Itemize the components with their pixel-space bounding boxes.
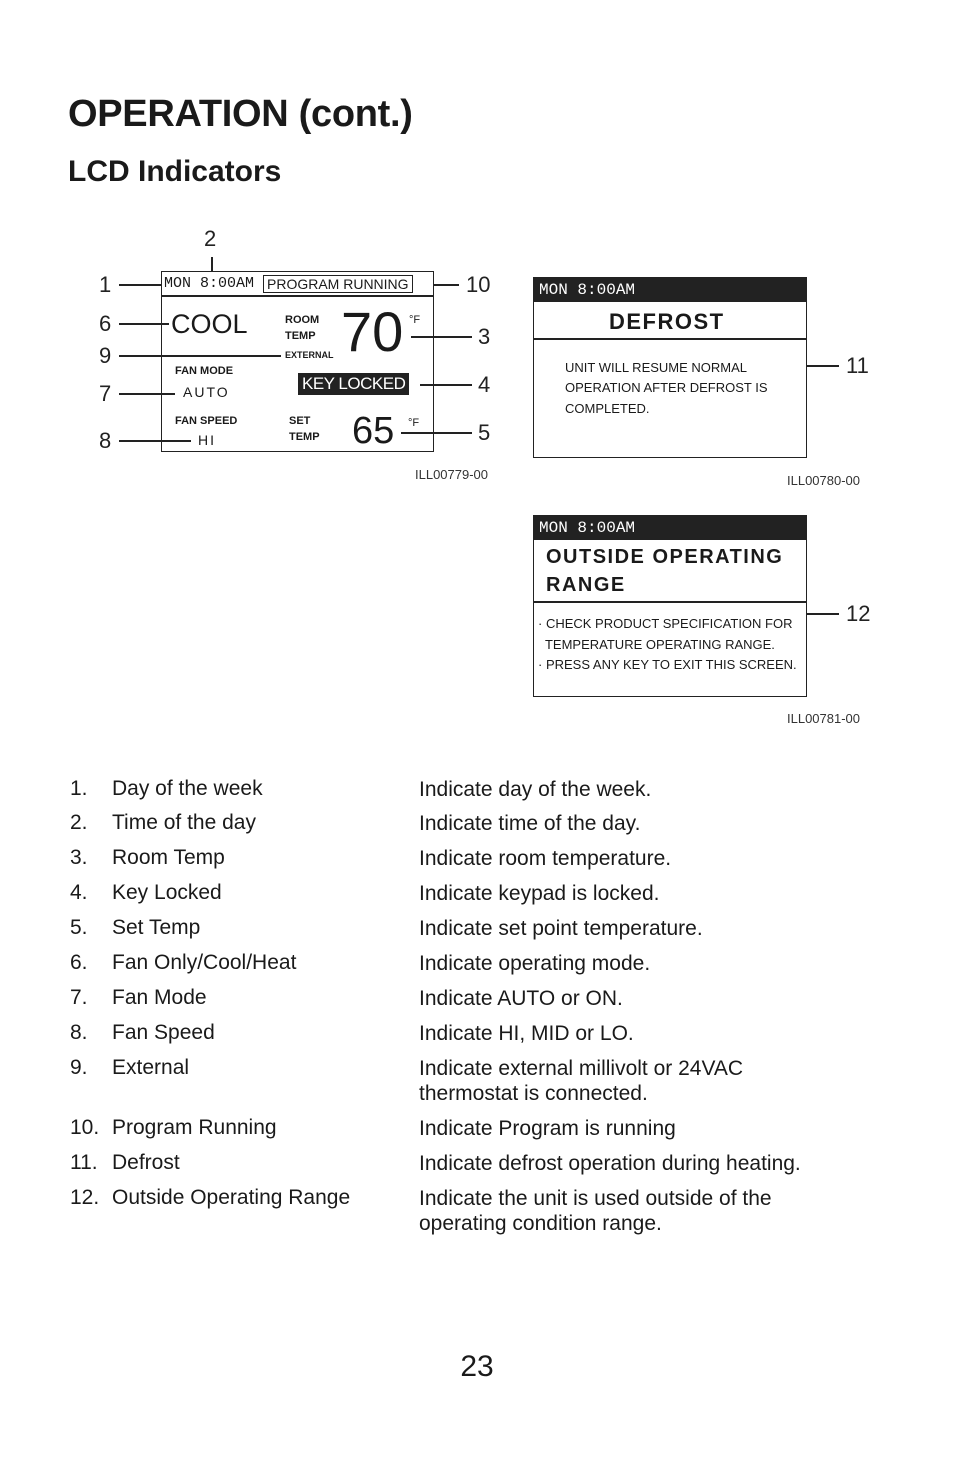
- item-description: Indicate AUTO or ON.: [419, 987, 623, 1010]
- callout-5: 5: [478, 420, 491, 445]
- range-message-line: · CHECK PRODUCT SPECIFICATION FOR: [538, 616, 793, 631]
- callout-4: 4: [478, 372, 491, 397]
- item-name: Fan Mode: [112, 986, 207, 1009]
- item-number: 2.: [70, 811, 88, 834]
- item-number: 9.: [70, 1056, 88, 1079]
- divider: [534, 601, 806, 603]
- item-number: 5.: [70, 916, 88, 939]
- range-message-line: · PRESS ANY KEY TO EXIT THIS SCREEN.: [538, 657, 797, 672]
- temp-label: TEMP: [285, 330, 316, 342]
- callout-6: 6: [99, 311, 112, 336]
- item-number: 8.: [70, 1021, 88, 1044]
- callout-line: [433, 284, 459, 286]
- item-number: 6.: [70, 951, 88, 974]
- callout-9: 9: [99, 343, 112, 368]
- day-time-readout: MON 8:00AM: [164, 275, 255, 292]
- item-description: Indicate keypad is locked.: [419, 882, 660, 905]
- fan-mode-value: AUTO: [183, 384, 230, 400]
- item-name: Set Temp: [112, 916, 201, 939]
- item-description: Indicate operating mode.: [419, 952, 651, 975]
- item-description: Indicate set point temperature.: [419, 917, 703, 940]
- mode-indicator: COOL: [171, 309, 248, 339]
- callout-8: 8: [99, 428, 112, 453]
- room-temp-value: 70: [341, 300, 404, 363]
- callout-line: [411, 336, 472, 338]
- item-description: Indicate defrost operation during heating.: [419, 1152, 801, 1175]
- item-number: 11.: [70, 1151, 98, 1174]
- item-name: Time of the day: [112, 811, 256, 834]
- room-label: ROOM: [285, 314, 320, 326]
- callout-2: 2: [204, 226, 217, 251]
- callout-11: 11: [846, 353, 869, 378]
- room-temp-unit: °F: [409, 314, 421, 326]
- defrost-heading: DEFROST: [609, 309, 725, 334]
- set-temp-unit: °F: [408, 417, 420, 429]
- callout-line: [119, 393, 175, 395]
- range-heading-line: OUTSIDE OPERATING: [546, 546, 784, 568]
- item-description: Indicate day of the week.: [419, 778, 652, 801]
- item-number: 4.: [70, 881, 88, 904]
- divider: [534, 338, 806, 340]
- fan-mode-label: FAN MODE: [175, 365, 234, 377]
- external-indicator: EXTERNAL: [285, 350, 334, 360]
- defrost-message-line: COMPLETED.: [565, 401, 650, 416]
- callout-line: [807, 613, 839, 615]
- illustration-code: ILL00781-00: [787, 711, 861, 726]
- item-description: Indicate external millivolt or 24VAC thermostat is connected.: [419, 1057, 744, 1105]
- defrost-message-line: UNIT WILL RESUME NORMAL: [565, 360, 748, 375]
- page-number: 23: [460, 1350, 494, 1383]
- divider: [162, 295, 433, 297]
- callout-line: [119, 323, 169, 325]
- callout-line: [211, 257, 213, 272]
- set-temp-label: TEMP: [289, 431, 320, 443]
- item-name: External: [112, 1056, 190, 1079]
- lcd-outside-range-display: [533, 515, 807, 697]
- item-name: Program Running: [112, 1116, 277, 1139]
- item-number: 3.: [70, 846, 88, 869]
- callout-line: [119, 355, 281, 357]
- callout-12: 12: [846, 601, 871, 626]
- item-name: Outside Operating Range: [112, 1186, 351, 1209]
- item-description: Indicate the unit is used outside of the operating condition range.: [419, 1187, 772, 1235]
- day-time-readout: MON 8:00AM: [534, 516, 806, 540]
- callout-line: [420, 384, 472, 386]
- item-name: Fan Only/Cool/Heat: [112, 951, 297, 974]
- callout-7: 7: [99, 381, 112, 406]
- item-description: Indicate room temperature.: [419, 847, 672, 870]
- callout-line: [119, 284, 161, 286]
- callout-line: [119, 440, 191, 442]
- item-name: Defrost: [112, 1151, 180, 1174]
- item-number: 10.: [70, 1116, 100, 1139]
- callout-3: 3: [478, 324, 491, 349]
- item-number: 1.: [70, 777, 88, 800]
- day-time-readout: MON 8:00AM: [534, 278, 806, 302]
- program-running-indicator: PROGRAM RUNNING: [263, 275, 413, 293]
- callout-line: [807, 365, 839, 367]
- callout-1: 1: [99, 272, 112, 297]
- item-number: 7.: [70, 986, 88, 1009]
- set-temp-value: 65: [352, 410, 395, 452]
- lcd-defrost-display: [533, 277, 807, 458]
- fan-speed-label: FAN SPEED: [175, 415, 238, 427]
- item-name: Key Locked: [112, 881, 222, 904]
- set-label: SET: [289, 415, 311, 427]
- range-message-line: TEMPERATURE OPERATING RANGE.: [538, 637, 775, 652]
- illustration-code: ILL00780-00: [787, 473, 861, 488]
- callout-line: [401, 432, 472, 434]
- item-number: 12.: [70, 1186, 100, 1209]
- illustration-code: ILL00779-00: [415, 467, 489, 482]
- fan-speed-value: HI: [198, 432, 216, 448]
- page-title: OPERATION (cont.): [68, 93, 413, 135]
- lcd-main-display: [161, 271, 434, 452]
- defrost-message-line: OPERATION AFTER DEFROST IS: [565, 380, 768, 395]
- item-name: Fan Speed: [112, 1021, 215, 1044]
- key-locked-indicator: KEY LOCKED: [298, 373, 409, 395]
- callout-10: 10: [466, 272, 491, 297]
- item-description: Indicate HI, MID or LO.: [419, 1022, 634, 1045]
- range-heading-line: RANGE: [546, 574, 626, 596]
- item-name: Room Temp: [112, 846, 225, 869]
- item-description: Indicate Program is running: [419, 1117, 676, 1140]
- item-name: Day of the week: [112, 777, 263, 800]
- section-heading: LCD Indicators: [68, 155, 282, 188]
- item-description: Indicate time of the day.: [419, 812, 641, 835]
